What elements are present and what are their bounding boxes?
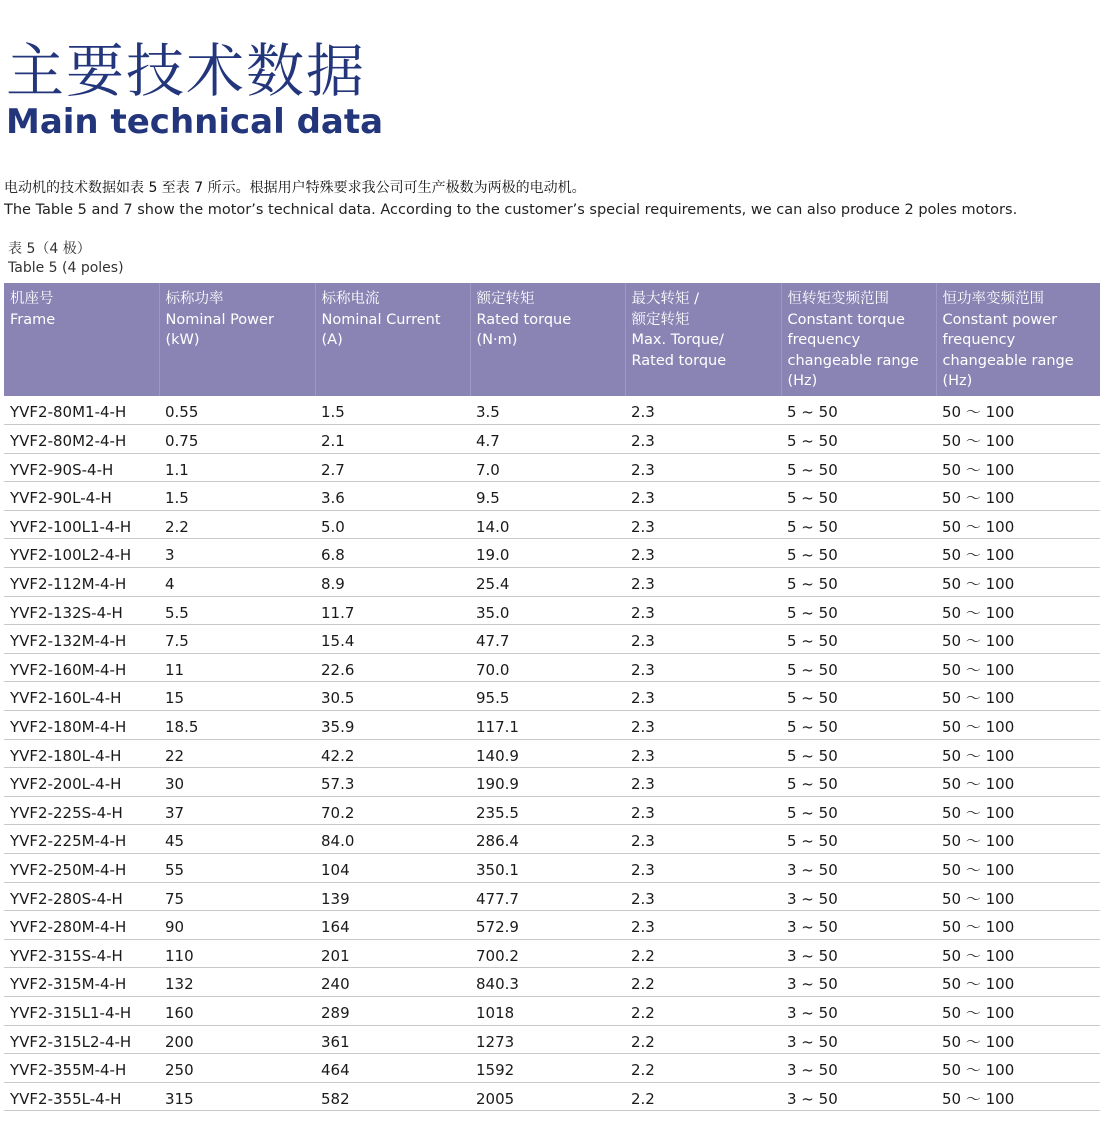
page-title-en: Main technical data [6,102,384,142]
column-header-nominal-power [159,283,315,396]
cell-nominal-current: 35.9 [315,711,470,740]
cell-torque-ratio: 2.2 [625,1054,781,1083]
column-header-line: frequency [787,332,861,348]
cell-constant-power-range: 50 ～ 100 [936,396,1100,425]
table-row [4,510,1100,539]
cell-torque-ratio: 2.3 [625,911,781,940]
column-header-line: Max. Torque/ [631,332,724,348]
cell-constant-power-range: 50 ～ 100 [936,825,1100,854]
cell-constant-torque-range: 5 ~ 50 [781,682,936,711]
column-header-torque-ratio [625,283,781,396]
table-row [4,768,1100,797]
cell-constant-power-range: 50 ～ 100 [936,882,1100,911]
table-body [4,396,1100,1111]
cell-torque-ratio: 2.3 [625,510,781,539]
cell-rated-torque: 700.2 [470,939,625,968]
cell-frame: YVF2-355M-4-H [4,1054,159,1083]
cell-nominal-current: 70.2 [315,796,470,825]
cell-nominal-power: 90 [159,911,315,940]
cell-constant-torque-range: 3 ~ 50 [781,1054,936,1083]
cell-nominal-power: 160 [159,996,315,1025]
cell-constant-power-range: 50 ～ 100 [936,996,1100,1025]
cell-nominal-current: 582 [315,1082,470,1111]
cell-constant-power-range: 50 ～ 100 [936,568,1100,597]
cell-constant-torque-range: 5 ~ 50 [781,796,936,825]
table-row [4,453,1100,482]
cell-constant-power-range: 50 ～ 100 [936,1082,1100,1111]
table-row [4,968,1100,997]
cell-rated-torque: 95.5 [470,682,625,711]
cell-constant-torque-range: 3 ~ 50 [781,939,936,968]
cell-frame: YVF2-160M-4-H [4,653,159,682]
cell-frame: YVF2-112M-4-H [4,568,159,597]
cell-torque-ratio: 2.3 [625,568,781,597]
cell-nominal-power: 18.5 [159,711,315,740]
cell-nominal-power: 5.5 [159,596,315,625]
cell-frame: YVF2-132M-4-H [4,625,159,654]
cell-constant-torque-range: 5 ~ 50 [781,453,936,482]
cell-rated-torque: 190.9 [470,768,625,797]
cell-torque-ratio: 2.2 [625,1082,781,1111]
cell-rated-torque: 7.0 [470,453,625,482]
cell-nominal-current: 2.1 [315,425,470,454]
cell-nominal-current: 11.7 [315,596,470,625]
table-header [4,283,1100,396]
cell-nominal-power: 1.5 [159,482,315,511]
cell-constant-torque-range: 5 ~ 50 [781,425,936,454]
cell-constant-torque-range: 3 ~ 50 [781,968,936,997]
column-header-line: (A) [321,332,343,348]
cell-nominal-current: 164 [315,911,470,940]
cell-nominal-current: 30.5 [315,682,470,711]
cell-frame: YVF2-315S-4-H [4,939,159,968]
cell-constant-power-range: 50 ～ 100 [936,1054,1100,1083]
cell-torque-ratio: 2.3 [625,453,781,482]
cell-frame: YVF2-315L2-4-H [4,1025,159,1054]
cell-nominal-power: 22 [159,739,315,768]
cell-nominal-power: 132 [159,968,315,997]
column-header-frame [4,283,159,396]
cell-constant-torque-range: 3 ~ 50 [781,996,936,1025]
column-header-line: (Hz) [942,373,973,389]
cell-torque-ratio: 2.3 [625,396,781,425]
cell-nominal-current: 3.6 [315,482,470,511]
cell-constant-power-range: 50 ～ 100 [936,768,1100,797]
cell-rated-torque: 19.0 [470,539,625,568]
table-row [4,482,1100,511]
cell-frame: YVF2-280S-4-H [4,882,159,911]
cell-nominal-current: 42.2 [315,739,470,768]
cell-torque-ratio: 2.2 [625,1025,781,1054]
cell-rated-torque: 140.9 [470,739,625,768]
cell-constant-power-range: 50 ～ 100 [936,539,1100,568]
column-header-line: 额定转矩 [631,311,690,328]
cell-constant-torque-range: 5 ~ 50 [781,482,936,511]
column-header-constant-power-range [936,283,1100,396]
cell-frame: YVF2-180L-4-H [4,739,159,768]
column-header-line: 机座号 [10,291,54,307]
table-row [4,939,1100,968]
technical-data-table [4,283,1100,1111]
column-header-line: (kW) [165,332,200,348]
page-title-cn: 主要技术数据 [6,37,367,105]
column-header-nominal-current [315,283,470,396]
cell-torque-ratio: 2.3 [625,739,781,768]
cell-torque-ratio: 2.3 [625,539,781,568]
cell-frame: YVF2-80M1-4-H [4,396,159,425]
cell-frame: YVF2-355L-4-H [4,1082,159,1111]
table-row [4,854,1100,883]
cell-constant-torque-range: 5 ~ 50 [781,625,936,654]
column-header-line: Rated torque [476,311,572,328]
intro-text-cn: 电动机的技术数据如表 5 至表 7 所示。根据用户特殊要求我公司可生产极数为两极的电动机。 [4,180,586,196]
cell-torque-ratio: 2.3 [625,682,781,711]
table-caption-cn: 表 5（4 极） [8,241,91,257]
cell-torque-ratio: 2.3 [625,854,781,883]
table-row [4,796,1100,825]
cell-frame: YVF2-315L1-4-H [4,996,159,1025]
cell-constant-torque-range: 5 ~ 50 [781,653,936,682]
cell-frame: YVF2-132S-4-H [4,596,159,625]
cell-frame: YVF2-160L-4-H [4,682,159,711]
cell-torque-ratio: 2.2 [625,968,781,997]
table-caption [8,240,124,278]
cell-constant-torque-range: 5 ~ 50 [781,739,936,768]
cell-constant-torque-range: 3 ~ 50 [781,1082,936,1111]
cell-frame: YVF2-200L-4-H [4,768,159,797]
cell-constant-power-range: 50 ～ 100 [936,453,1100,482]
cell-frame: YVF2-225M-4-H [4,825,159,854]
cell-constant-power-range: 50 ～ 100 [936,796,1100,825]
cell-rated-torque: 286.4 [470,825,625,854]
cell-nominal-power: 37 [159,796,315,825]
cell-constant-torque-range: 5 ~ 50 [781,568,936,597]
cell-nominal-current: 8.9 [315,568,470,597]
cell-nominal-power: 250 [159,1054,315,1083]
column-header-line: 额定转矩 [476,291,535,307]
cell-torque-ratio: 2.3 [625,425,781,454]
cell-torque-ratio: 2.2 [625,939,781,968]
cell-constant-torque-range: 5 ~ 50 [781,539,936,568]
cell-nominal-current: 139 [315,882,470,911]
cell-nominal-current: 289 [315,996,470,1025]
column-header-line: 标称电流 [321,291,380,307]
cell-nominal-current: 240 [315,968,470,997]
cell-rated-torque: 4.7 [470,425,625,454]
cell-constant-power-range: 50 ～ 100 [936,939,1100,968]
cell-constant-torque-range: 5 ~ 50 [781,711,936,740]
cell-rated-torque: 477.7 [470,882,625,911]
column-header-line: Constant torque [787,311,905,328]
cell-nominal-power: 2.2 [159,510,315,539]
cell-rated-torque: 70.0 [470,653,625,682]
cell-nominal-power: 15 [159,682,315,711]
cell-constant-torque-range: 5 ~ 50 [781,396,936,425]
column-header-constant-torque-range [781,283,936,396]
cell-rated-torque: 25.4 [470,568,625,597]
cell-rated-torque: 117.1 [470,711,625,740]
cell-torque-ratio: 2.3 [625,882,781,911]
table-row [4,1054,1100,1083]
cell-nominal-power: 7.5 [159,625,315,654]
cell-nominal-current: 2.7 [315,453,470,482]
table-row [4,739,1100,768]
table-row [4,711,1100,740]
cell-constant-power-range: 50 ～ 100 [936,510,1100,539]
cell-rated-torque: 1018 [470,996,625,1025]
cell-torque-ratio: 2.3 [625,825,781,854]
cell-torque-ratio: 2.3 [625,625,781,654]
cell-nominal-current: 361 [315,1025,470,1054]
column-header-line: Nominal Current [321,311,441,328]
cell-rated-torque: 3.5 [470,396,625,425]
cell-constant-power-range: 50 ～ 100 [936,739,1100,768]
cell-nominal-power: 0.75 [159,425,315,454]
column-header-line: changeable range [942,352,1074,369]
cell-constant-power-range: 50 ～ 100 [936,968,1100,997]
cell-torque-ratio: 2.3 [625,482,781,511]
cell-constant-power-range: 50 ～ 100 [936,711,1100,740]
column-header-line: Constant power [942,311,1058,328]
cell-torque-ratio: 2.3 [625,796,781,825]
cell-rated-torque: 1592 [470,1054,625,1083]
column-header-line: (Hz) [787,373,818,389]
column-header-line: 最大转矩 / [631,291,699,307]
cell-constant-power-range: 50 ～ 100 [936,911,1100,940]
cell-constant-torque-range: 3 ~ 50 [781,911,936,940]
cell-constant-power-range: 50 ～ 100 [936,425,1100,454]
cell-nominal-current: 1.5 [315,396,470,425]
cell-constant-power-range: 50 ～ 100 [936,1025,1100,1054]
table-row [4,882,1100,911]
cell-rated-torque: 2005 [470,1082,625,1111]
cell-nominal-power: 200 [159,1025,315,1054]
cell-nominal-power: 1.1 [159,453,315,482]
table-row [4,568,1100,597]
cell-frame: YVF2-90S-4-H [4,453,159,482]
cell-torque-ratio: 2.3 [625,653,781,682]
column-header-rated-torque [470,283,625,396]
table-header-row [4,283,1100,396]
cell-constant-power-range: 50 ～ 100 [936,653,1100,682]
cell-nominal-current: 57.3 [315,768,470,797]
cell-constant-power-range: 50 ～ 100 [936,625,1100,654]
cell-nominal-power: 45 [159,825,315,854]
column-header-line: 恒转矩变频范围 [787,291,889,307]
cell-frame: YVF2-90L-4-H [4,482,159,511]
table-row [4,996,1100,1025]
column-header-line: (N·m) [476,332,518,348]
cell-torque-ratio: 2.3 [625,768,781,797]
cell-torque-ratio: 2.3 [625,596,781,625]
cell-nominal-power: 30 [159,768,315,797]
cell-nominal-power: 3 [159,539,315,568]
table-row [4,911,1100,940]
cell-frame: YVF2-225S-4-H [4,796,159,825]
cell-nominal-current: 84.0 [315,825,470,854]
table-row [4,425,1100,454]
table-row [4,825,1100,854]
cell-nominal-power: 315 [159,1082,315,1111]
cell-constant-power-range: 50 ～ 100 [936,482,1100,511]
cell-rated-torque: 840.3 [470,968,625,997]
cell-frame: YVF2-180M-4-H [4,711,159,740]
cell-constant-power-range: 50 ～ 100 [936,682,1100,711]
cell-constant-torque-range: 3 ~ 50 [781,882,936,911]
column-header-line: Rated torque [631,352,727,369]
column-header-line: 恒功率变频范围 [942,291,1044,307]
table-row [4,1082,1100,1111]
column-header-line: changeable range [787,352,919,369]
cell-constant-power-range: 50 ～ 100 [936,596,1100,625]
cell-frame: YVF2-250M-4-H [4,854,159,883]
table-row [4,625,1100,654]
cell-constant-power-range: 50 ～ 100 [936,854,1100,883]
column-header-line: Nominal Power [165,311,274,328]
cell-nominal-power: 4 [159,568,315,597]
cell-nominal-power: 11 [159,653,315,682]
cell-nominal-current: 464 [315,1054,470,1083]
table-row [4,653,1100,682]
cell-frame: YVF2-280M-4-H [4,911,159,940]
cell-nominal-current: 22.6 [315,653,470,682]
cell-torque-ratio: 2.3 [625,711,781,740]
table-row [4,539,1100,568]
cell-rated-torque: 572.9 [470,911,625,940]
cell-frame: YVF2-100L1-4-H [4,510,159,539]
cell-constant-torque-range: 3 ~ 50 [781,854,936,883]
table-row [4,1025,1100,1054]
cell-nominal-power: 55 [159,854,315,883]
table-row [4,596,1100,625]
cell-constant-torque-range: 5 ~ 50 [781,596,936,625]
cell-rated-torque: 47.7 [470,625,625,654]
cell-rated-torque: 1273 [470,1025,625,1054]
table-row [4,396,1100,425]
cell-nominal-current: 104 [315,854,470,883]
cell-constant-torque-range: 5 ~ 50 [781,768,936,797]
cell-nominal-power: 110 [159,939,315,968]
cell-frame: YVF2-315M-4-H [4,968,159,997]
cell-rated-torque: 9.5 [470,482,625,511]
column-header-line: Frame [10,311,56,328]
column-header-line: 标称功率 [165,291,224,307]
cell-torque-ratio: 2.2 [625,996,781,1025]
cell-frame: YVF2-80M2-4-H [4,425,159,454]
cell-nominal-current: 5.0 [315,510,470,539]
column-header-line: frequency [942,332,1016,348]
table-caption-en: Table 5 (4 poles) [8,260,124,276]
cell-constant-torque-range: 3 ~ 50 [781,1025,936,1054]
cell-constant-torque-range: 5 ~ 50 [781,510,936,539]
intro-text-en: The Table 5 and 7 show the motor’s technical data. According to the customer’s special requirements, we can also produce 2 poles motors. [4,202,1018,218]
cell-rated-torque: 14.0 [470,510,625,539]
cell-rated-torque: 235.5 [470,796,625,825]
cell-nominal-power: 0.55 [159,396,315,425]
cell-nominal-power: 75 [159,882,315,911]
cell-nominal-current: 201 [315,939,470,968]
cell-constant-torque-range: 5 ~ 50 [781,825,936,854]
cell-nominal-current: 6.8 [315,539,470,568]
cell-nominal-current: 15.4 [315,625,470,654]
cell-rated-torque: 35.0 [470,596,625,625]
cell-frame: YVF2-100L2-4-H [4,539,159,568]
table-row [4,682,1100,711]
cell-rated-torque: 350.1 [470,854,625,883]
